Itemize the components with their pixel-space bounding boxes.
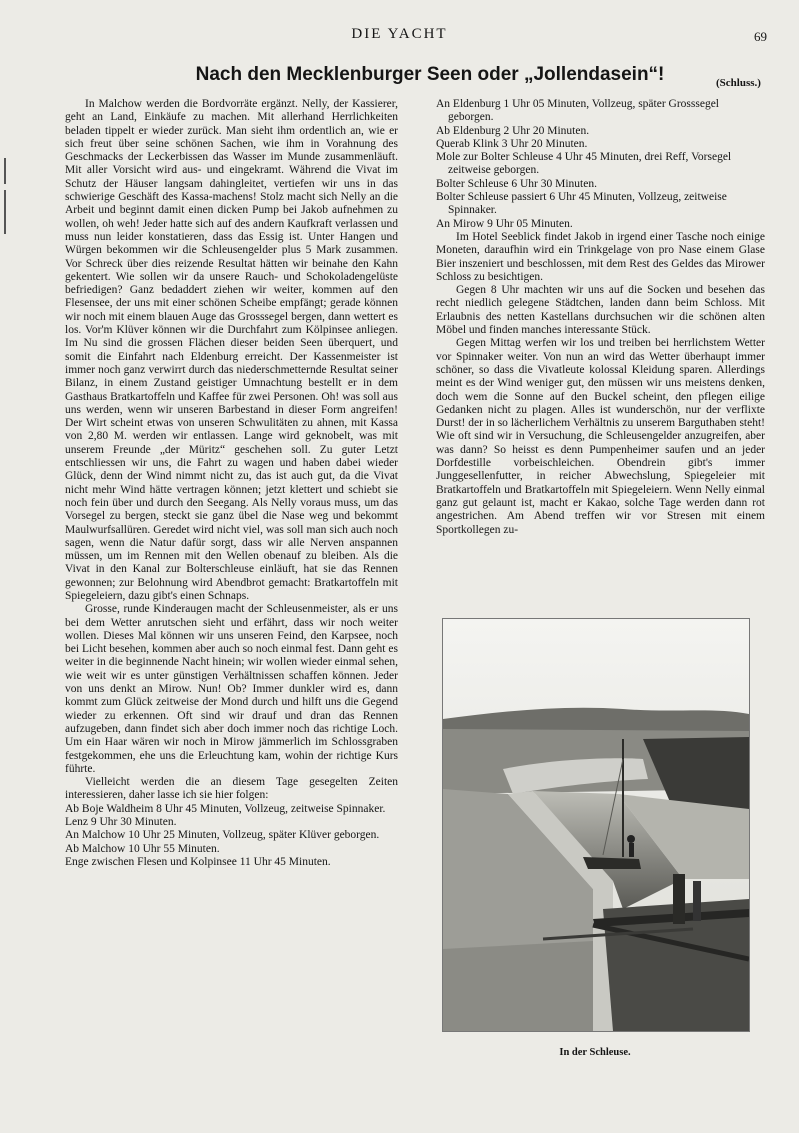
figure-caption: In der Schleuse. [559, 1047, 631, 1058]
sailing-log [65, 803, 398, 869]
paragraph: Vielleicht werden die an diesem Tage gesegelten Zeiten interessieren, daher lasse ich sie hier folgen: [65, 776, 398, 802]
paragraph: In Malchow werden die Bordvorräte ergänzt. Nelly, der Kassierer, geht an Land, Einkäufe zu machen. Mit allerhand Herrlichkeiten beladen tippelt er wieder zurück. Man sieht ihm ordentlich an, wie er sich freut über seine schönen Sachen, wie ihm in Vorahnung des Geschmacks der Leckerbissen das Wasser im Munde zusammenläuft. Mit aller Vorsicht wird aus- und eingekramt. Während die Vivat im Schutz der Häuser langsam dahingleitet, vertiefen wir uns in das schwierige Geschäft des Kassa-machens! Stolz macht sich Nelly an die Arbeit und beginnt damit einen dicken Pump bei Jakob aufnehmen zu wollen, oh weh! Jeder hatte sich auf des andern Kaufkraft verlassen und muss nun leider konstatieren, dass das Essig ist. Unter Hangen und Würgen bekommen wir die Schleusengelder plus 5 Mark zusammen. Vor Schreck über dies reizende Resultat hätten wir beinahe den Kahn gekentert. Wie sollen wir da unsere Rauch- und Schokoladengelüste befriedigen? Ganz bedaddert ziehen wir weiter, kommen auf den Flesensee, der uns mit einer schönen Scheibe empfängt; gerade können wir noch mit einem blauen Auge das Grosssegel bergen, dann wettert es los. Vor'm Klüver können wir die Durchfahrt zum Kölpinsee anliegen. Im Nu sind die grossen Flächen dieser beiden Seen überquert, und somit die Einfahrt nach Eldenburg erreicht. Der Kassenmeister ist immer noch ganz verwirrt durch das niederschmetternde Resultat seiner Bilanz, in einem Zustand geistiger Umnachtung bestellt er in dem Gasthaus Bratkartoffeln und Kaffee für zwei Personen. Oh! was soll aus uns werden, wenn wir unseren Barbestand in dieser Form angreifen! Der Wirt scheint etwas von unseren Schwulitäten zu ahnen, mit Kassa von 2,80 M. werden wir entlassen. Lange wird geknobelt, was mit unserem Freunde „der Müritz“ geschehen soll. Zu guter Letzt entschliessen wir uns, die Fahrt zu wagen und haben dabei wieder Glück, denn der Wind nimmt nicht zu, das ist auch gut, da die Vivat nicht mehr Wind hätte vertragen können; jetzt klettert und schiebt sie noch fein über und durch den Seegang. Als Nelly voraus muss, um das Vorsegel zu bergen, steckt sie ganz übel die Nase weg und bekommt Maulwurfsallüren. Geredet wird nicht viel, was soll man sich auch noch sagen, wenn die Natur dafür sorgt, dass wir alle Nerven anspannen müssen, um im Rennen mit den Wellen obenauf zu bleiben. Als die Vivat in den Kanal zur Bolterschleuse einläuft, hat sie das Rennen gewonnen; zur Belohnung wird Abendbrot gemacht: Bratkartoffeln mit Spiegeleiern, dazu gibt's einen Schnaps. [65, 98, 398, 602]
log-entry: An Eldenburg 1 Uhr 05 Minuten, Vollzeug, später Grosssegel geborgen. [436, 98, 719, 124]
right-column [436, 98, 765, 537]
lock-photo-illustration [443, 619, 749, 1031]
left-column [65, 98, 398, 869]
log-entry: Lenz 9 Uhr 30 Minuten. [65, 816, 177, 829]
paragraph: Grosse, runde Kinderaugen macht der Schleusenmeister, als er uns bei dem Wetter anrutschen sieht und erfährt, dass wir noch weiter wollen. Dieses Mal können wir uns unseren Feind, den Karpsee, noch bei Licht besehen, kommen aber auch so noch einmal fest. Dann geht es weiter in die beginnende Nacht hinein; wir wollen wieder einmal sehen, wie weit wir es unter günstigen Verhältnissen schaffen können. Jeder von uns denkt an Mirow. Nun! Ob? Immer dunkler wird es, dann kommt zum Glück zeitweise der Mond durch und hilft uns die Gegend wieder zu erkennen. Oft sind wir drauf und dran das Rennen aufzugeben, dann findet sich aber doch immer noch das richtige Loch. Um ein Haar wären wir noch in Mirow jämmerlich im Schlossgraben festgekommen, ehe uns die Erleuchtung kam, wohin der richtige Kurs führte. [65, 603, 398, 775]
page-number: 69 [754, 29, 767, 44]
log-entry: Ab Boje Waldheim 8 Uhr 45 Minuten, Vollzeug, zeitweise Spinnaker. [65, 802, 386, 815]
binding-mark [4, 158, 6, 184]
log-entry: An Mirow 9 Uhr 05 Minuten. [436, 217, 573, 230]
log-entry: Mole zur Bolter Schleuse 4 Uhr 45 Minuten, drei Reff, Vorsegel zeitweise geborgen. [436, 151, 732, 177]
running-head: DIE YACHT [351, 26, 448, 42]
log-entry: Bolter Schleuse passiert 6 Uhr 45 Minuten, Vollzeug, zeitweise Spinnaker. [436, 191, 727, 217]
log-entry: Bolter Schleuse 6 Uhr 30 Minuten. [436, 177, 597, 190]
log-entry: Ab Malchow 10 Uhr 55 Minuten. [65, 842, 220, 855]
log-entry: Enge zwischen Flesen und Kolpinsee 11 Uhr 45 Minuten. [65, 855, 331, 868]
lock-photograph [442, 618, 750, 1032]
log-entry: An Malchow 10 Uhr 25 Minuten, Vollzeug, später Klüver geborgen. [65, 829, 380, 842]
paragraph: Gegen 8 Uhr machten wir uns auf die Socken und besehen das recht niedlich gelegene Städtchen, landen dann beim Schloss. Mit Erlaubnis des netten Kastellans durchsuchen wir die schönen alten Möbel und finden manches interessante Stück. [436, 284, 765, 337]
log-entry: Querab Klink 3 Uhr 20 Minuten. [436, 137, 588, 150]
article-title: Nach den Mecklenburger Seen oder „Jollendasein“! [195, 64, 665, 85]
binding-mark [4, 190, 6, 234]
article-title-suffix: (Schluss.) [716, 77, 761, 89]
sailing-log [436, 98, 765, 231]
log-entry: Ab Eldenburg 2 Uhr 20 Minuten. [436, 124, 590, 137]
paragraph: Gegen Mittag werfen wir los und treiben bei herrlichstem Wetter vor Spinnaker weiter. Von nun an wird das Wetter überhaupt immer schöner, so dass die Vivatleute kolossal Kleidung sparen. Allerdings meint es der Wind weniger gut, den müssen wir uns meistens denken, doch wem die Sonne auf den Buckel scheint, den pflegen eilige Gedanken nicht zu plagen. Alles ist wunderschön, nur der verflixte Durst! der in so lächerlichem Verhältnis zu unserem Barguthaben steht! Wie oft sind wir in Versuchung, die Schleusengelder anzugreifen, aber was dann? So heisst es denn Pumpenheimer saufen und an jeder Dorfdestille vorbeischleichen. Obendrein gibt's immer Junggesellenfutter, in reicher Abwechslung, Spiegeleier mit Bratkartoffeln und Bratkartoffeln mit Spiegeleiern. Wenn Nelly einmal ganz gut gelaunt ist, macht er Kakao, solche Tage werden dann rot angestrichen. Am Abend treffen wir vor Stresen mit einem Sportkollegen zu- [436, 337, 765, 536]
paragraph: Im Hotel Seeblick findet Jakob in irgend einer Tasche noch einige Moneten, daraufhin wird ein Trinkgelage von pro Nase einem Glase Bier inszeniert und beschlossen, mit dem Rest des Geldes das Mirower Schloss zu besichtigen. [436, 230, 765, 283]
